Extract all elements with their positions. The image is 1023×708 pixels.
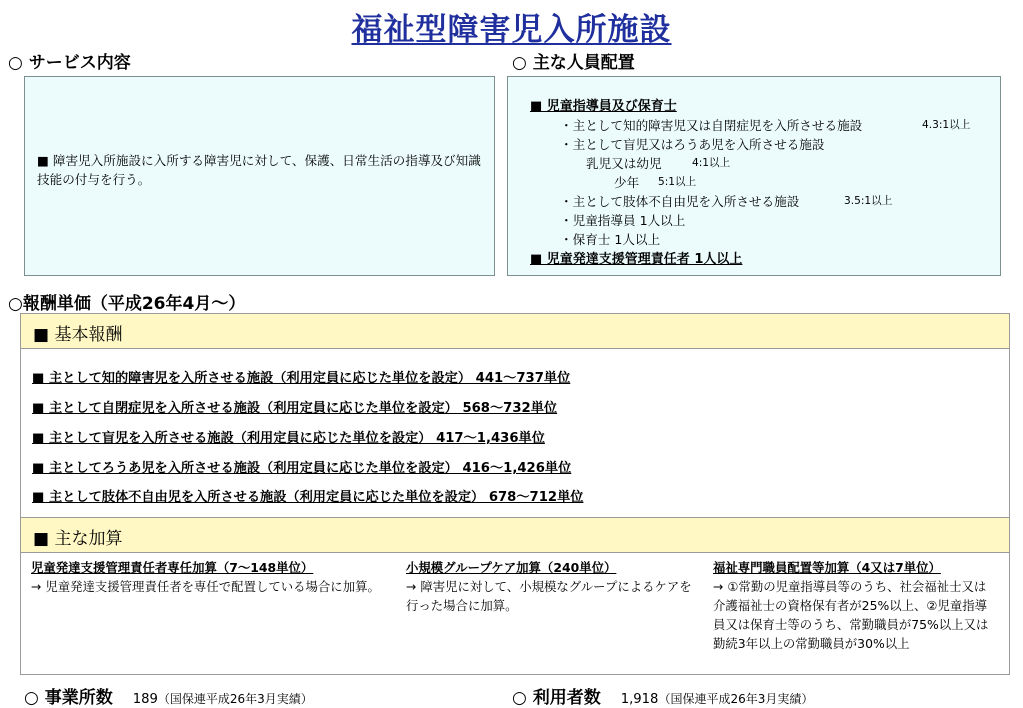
offices-label: ○ 事業所数 [24,688,113,708]
staff-line: 少年 [614,175,640,190]
addition-desc: → ①常勤の児童指導員等のうち、社会福祉士又は介護福祉士の資格保有者が25%以上、②児童指導員又は保育士等のうち、常勤職員が75%以上又は勤続3年以上の常勤職員が30%以上 [713,579,989,651]
addition-band [21,517,1009,553]
users-value: 1,918 [620,692,659,707]
users-count [512,683,813,708]
basic-fee-item: ■ 主として盲児を入所させる施設（利用定員に応じた単位を設定） 417～1,436単位 [32,431,545,446]
addition-title: 福祉専門職員配置等加算（4又は7単位） [713,560,941,575]
addition-desc: → 児童発達支援管理責任者を専任で配置している場合に加算。 [31,579,380,594]
addition-title: 児童発達支援管理責任者専任加算（7～148単位） [31,560,314,575]
page-title: 福祉型障害児入所施設 [351,12,672,48]
service-heading: ○ サービス内容 [8,53,131,73]
basic-fee-label: ■ 基本報酬 [33,325,123,345]
service-box [24,76,495,276]
offices-note: （国保連平成26年3月実績） [157,692,313,706]
addition-label: ■ 主な加算 [33,529,123,549]
basic-fee-item: ■ 主として肢体不自由児を入所させる施設（利用定員に応じた単位を設定） 678～712単位 [32,490,584,505]
fee-heading: ○報酬単価（平成26年4月～） [8,294,246,314]
staff-item-head: ■ 児童指導員及び保育士 [530,99,677,114]
users-note: （国保連平成26年3月実績） [658,692,814,706]
addition-item [406,558,698,615]
users-label: ○ 利用者数 [512,688,601,708]
staff-line: ・主として知的障害児又は自閉症児を入所させる施設 [560,118,863,133]
staff-ratio: 5:1以上 [658,176,697,188]
staff-ratio: 4.3:1以上 [922,119,971,131]
staff-line: ・主として肢体不自由児を入所させる施設 [560,194,800,209]
staff-item-head: ■ 児童発達支援管理責任者 1人以上 [530,252,743,267]
basic-fee-item: ■ 主として知的障害児を入所させる施設（利用定員に応じた単位を設定） 441～737単位 [32,371,571,386]
addition-item [713,558,997,653]
basic-fee-band [21,314,1009,349]
addition-item [31,558,391,596]
addition-desc: → 障害児に対して、小規模なグループによるケアを行った場合に加算。 [406,579,692,613]
staff-ratio: 3.5:1以上 [844,195,893,207]
offices-count [24,683,313,708]
service-text: ■ 障害児入所施設に入所する障害児に対して、保護、日常生活の指導及び知識技能の付与を行う。 [37,153,481,187]
staff-box [507,76,1001,276]
staff-line: ・児童指導員 1人以上 [560,213,686,228]
basic-fee-item: ■ 主としてろうあ児を入所させる施設（利用定員に応じた単位を設定） 416～1,426単位 [32,461,572,476]
fee-frame [20,313,1010,675]
offices-value: 189 [132,692,158,707]
staff-line: ・主として盲児又はろうあ児を入所させる施設 [560,137,825,152]
addition-title: 小規模グループケア加算（240単位） [406,560,617,575]
staff-line: 乳児又は幼児 [586,156,662,171]
basic-fee-item: ■ 主として自閉症児を入所させる施設（利用定員に応じた単位を設定） 568～732単位 [32,401,558,416]
staff-ratio: 4:1以上 [692,157,731,169]
staff-line: ・保育士 1人以上 [560,232,661,247]
staff-heading: ○ 主な人員配置 [512,53,635,73]
